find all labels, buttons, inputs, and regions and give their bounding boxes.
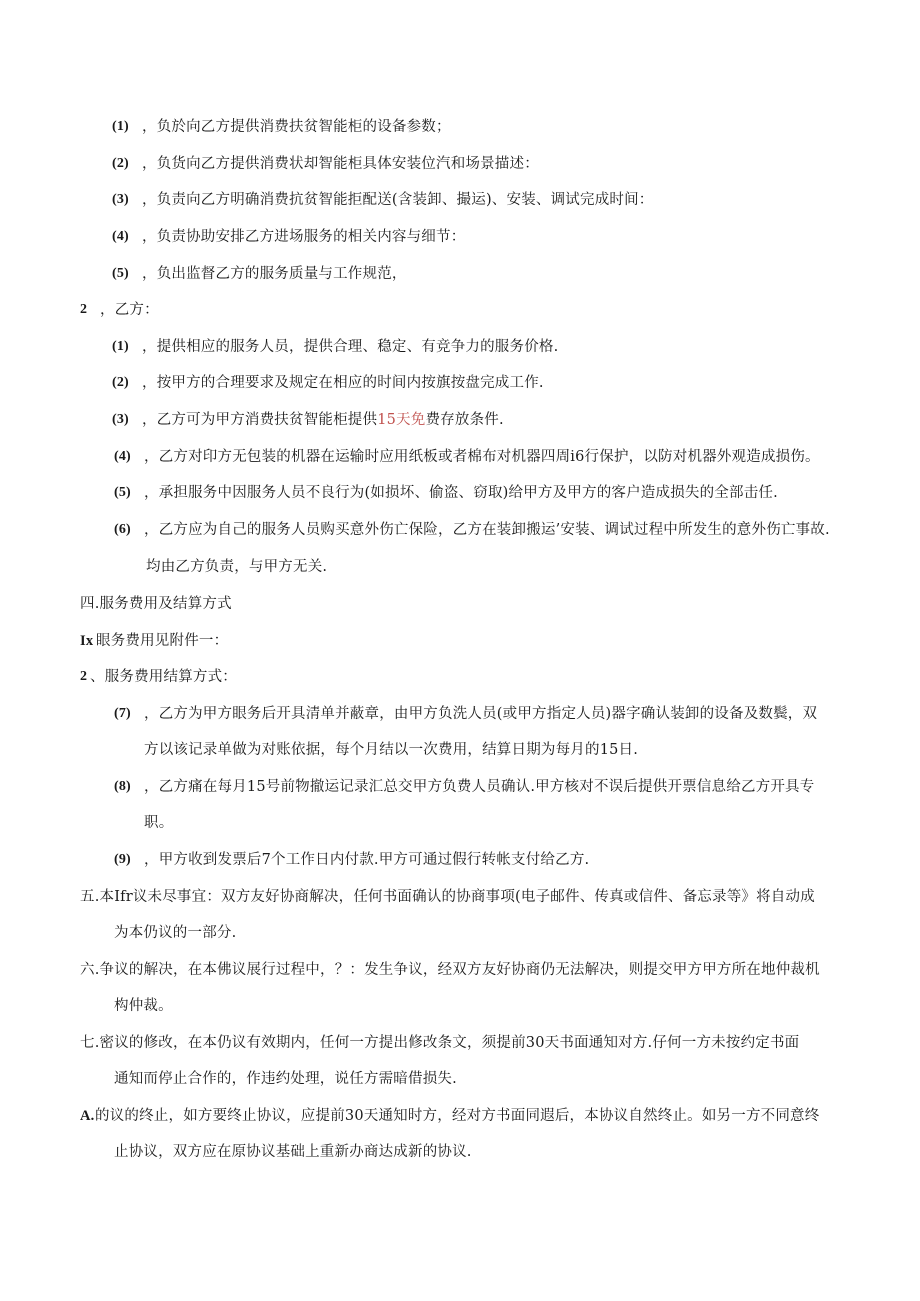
paragraph-number: 2 [80, 669, 88, 684]
item-text: ，负责向乙方明确消费抗贫智能拒配送(含装卸、撮运)、安装、调试完成时间： [142, 192, 654, 208]
item-number: (2) [112, 156, 129, 171]
item-text-continuation: 均由乙方负责，与甲方无关. [146, 559, 328, 575]
item-number: (1) [112, 339, 129, 354]
item-number: (9) [114, 852, 131, 867]
item-number: (4) [112, 229, 129, 244]
item-number: (1) [112, 119, 129, 134]
item-number: (7) [114, 706, 131, 721]
item-text: ，负货向乙方提供消费状却智能柜具体安装位汽和场景描述： [142, 156, 539, 172]
clause-prefix: A. [80, 1108, 95, 1124]
item-text-after: 费存放条件. [425, 412, 504, 428]
item-number: (3) [112, 412, 129, 427]
item-text-before: ，乙方可为甲方消费扶贫智能柜提供 [142, 412, 378, 428]
item-text: ，负出监督乙方的服务质量与工作规范， [142, 266, 407, 282]
clause-continuation: 止协议，双方应在原协议基础上重新办商达成新的协议. [114, 1144, 472, 1160]
item-number: (2) [112, 375, 129, 390]
paragraph-text: 眼务费用见附件一： [96, 633, 229, 649]
item-text: ，乙方对印方无包装的机器在运输时应用纸板或者棉布对机器四周i6行保护，以防对机器外观造成损伤。 [144, 449, 820, 465]
clause-text: 的议的终止，如方要终止协议，应提前30天通知时方，经对方书面同遐后，本协议自然终止。如另一方不同意终 [95, 1108, 820, 1124]
item-text: ，乙方为甲方眼务后开具清单并蔽章，由甲方负洗人员(或甲方指定人员)器字确认装卸的设备及数鬓，双 [144, 706, 818, 722]
item-text: ，提供相应的服务人员，提供合理、稳定、有竞争力的服务价格. [142, 339, 559, 355]
clause-continuation: 为本仍议的一部分. [114, 925, 237, 941]
item-text: ，乙方痛在每月15号前物撤运记录汇总交甲方负费人员确认.甲方核对不误后提供开票信息给乙方开具专 [144, 779, 815, 795]
paragraph-text: 、服务费用结算方式： [90, 669, 237, 685]
section-title: 四.服务费用及结算方式 [80, 596, 232, 612]
item-number: (4) [114, 449, 131, 464]
heading-text: ，乙方： [100, 302, 159, 318]
item-text: ，负於向乙方提供消费扶贫智能柜的设备参数； [142, 119, 451, 135]
item-text-continuation: 方以该记录单做为对账依据，每个月结以一次费用，结算日期为每月的15日. [144, 742, 639, 758]
item-text [142, 410, 504, 430]
paragraph-prefix: Ix [80, 633, 94, 649]
clause-text: 六.争议的解决，在本佛议展行过程中，？：发生争议，经双方友好协商仍无法解决，则提交甲方甲方所在地仲裁机 [80, 962, 820, 978]
clause-text: 七.密议的修改，在本仍议有效期内，任何一方提出修改条文，须提前30天书面通知对方.仔何一方未按约定书面 [80, 1035, 800, 1051]
item-text: ，甲方收到发票后7个工作日内付款.甲方可通过假行转帐支付给乙方. [144, 852, 590, 868]
clause-text: 五.本Ifr议未尽事宜：双方友好协商解决，任何书面确认的协商事项(电子邮件、传真或信件、备忘录等》将自动成 [80, 889, 815, 905]
item-text: ，承担服务中因服务人员不良行为(如损坏、偷盗、窃取)给甲方及甲方的客户造成损失的全部击任. [144, 485, 778, 501]
item-text: ，按甲方的合理要求及规定在相应的时间内按旗按盘完成工作. [142, 375, 544, 391]
item-number: (3) [112, 192, 129, 207]
item-number: (8) [114, 779, 131, 794]
item-text: ，负责协助安排乙方进场服务的相关内容与细节： [142, 229, 466, 245]
clause-continuation: 构仲裁。 [114, 998, 173, 1014]
highlight-red-text: 15天免 [377, 412, 426, 428]
clause-continuation: 通知而停止合作的，作违约处理，说任方需暗借损失. [114, 1071, 457, 1087]
heading-number: 2 [80, 302, 88, 317]
item-text-continuation: 职。 [144, 815, 174, 831]
item-number: (5) [114, 485, 131, 500]
item-number: (6) [114, 522, 131, 537]
item-text: ，乙方应为自己的服务人员购买意外伤亡保险，乙方在装卸搬运’安装、调试过程中所发生的意外伤亡事故. [144, 522, 830, 538]
item-number: (5) [112, 266, 129, 281]
